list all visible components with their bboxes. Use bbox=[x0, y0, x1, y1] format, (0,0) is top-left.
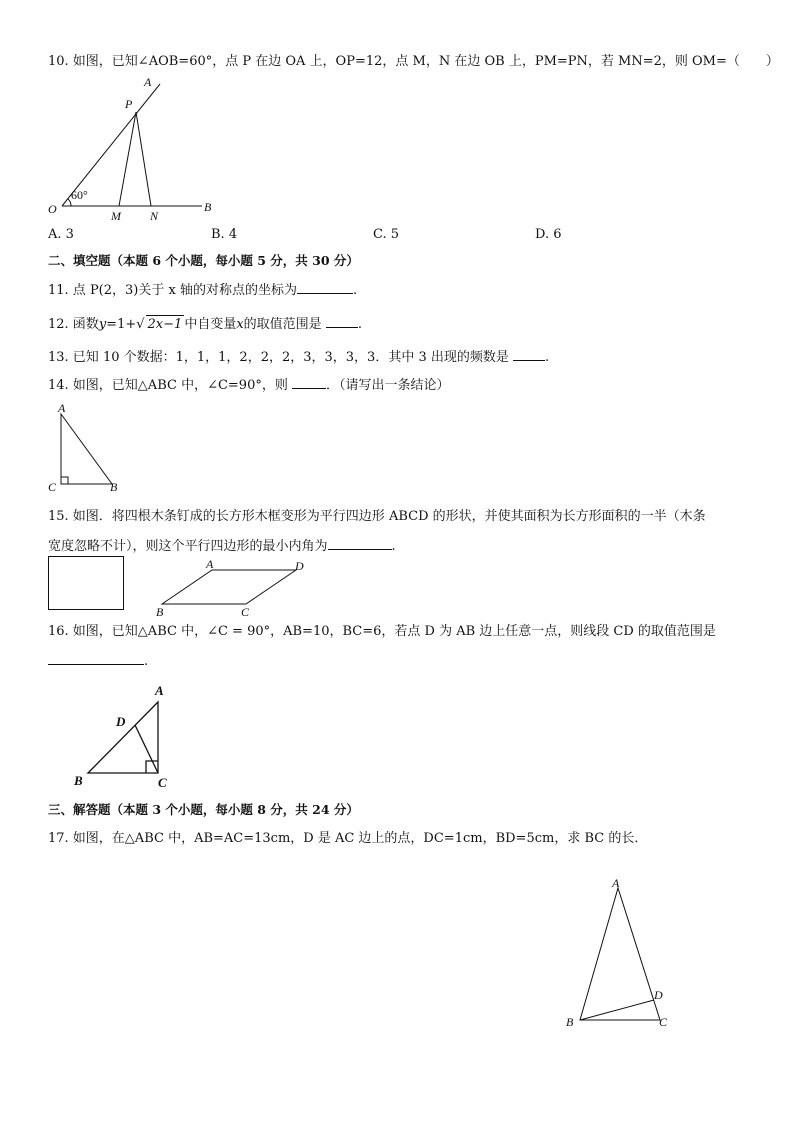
q11-end: . bbox=[352, 283, 358, 298]
section2-heading: 二、填空题（本题 6 个小题，每小题 5 分，共 30 分） bbox=[48, 253, 359, 268]
q15-label-a: A bbox=[206, 557, 214, 571]
q12-post: 中自变量 bbox=[184, 317, 237, 332]
q10-label-a: A bbox=[144, 75, 152, 89]
q15-line1: 15. 如图．将四根木条钉成的长方形木框变形为平行四边形 ABCD 的形状，并使其面积为长方形面积的一半（木条 bbox=[48, 509, 706, 524]
q10-label-p: P bbox=[125, 97, 133, 111]
q16-label-b: B bbox=[74, 773, 83, 788]
q10-figure bbox=[40, 72, 240, 222]
q14-label-a: A bbox=[58, 401, 66, 415]
q16-figure bbox=[66, 680, 196, 790]
q13-answer-blank bbox=[513, 347, 545, 361]
q15-line2-text: 宽度忽略不计），则这个平行四边形的最小内角为 bbox=[48, 539, 328, 554]
q10-angle-label: 60° bbox=[71, 188, 88, 202]
q16-answer-blank bbox=[48, 651, 144, 665]
q10-label-n: N bbox=[150, 209, 159, 223]
q16-label-c: C bbox=[158, 775, 167, 790]
q12-answer-blank bbox=[326, 314, 358, 328]
q17-label-b: B bbox=[566, 1015, 574, 1029]
section3-heading: 三、解答题（本题 3 个小题，每小题 8 分，共 24 分） bbox=[48, 802, 359, 817]
q13 bbox=[48, 347, 549, 367]
q14-figure bbox=[44, 400, 134, 495]
q10-label-o: O bbox=[48, 202, 57, 216]
q14-label-c: C bbox=[48, 480, 57, 494]
q15-answer-blank bbox=[328, 536, 392, 550]
q16-line1: 16. 如图，已知△ABC 中，∠C = 90°，AB=10，BC=6，若点 D 为 AB 边上任意一点，则线段 CD 的取值范围是 bbox=[48, 624, 716, 639]
q11 bbox=[48, 280, 357, 300]
q12-sqrt-sign: √ bbox=[136, 317, 145, 332]
q13-end: . bbox=[545, 350, 550, 365]
q12-post2: 的取值范围是 bbox=[243, 317, 322, 332]
q10-stem: 10. 如图，已知∠AOB=60°，点 P 在边 OA 上，OP=12，点 M，N 在边 OB 上，PM=PN，若 MN=2，则 OM=（ ） bbox=[48, 54, 779, 69]
q10-option-b: B. 4 bbox=[211, 227, 238, 242]
q15-rectangle-figure bbox=[48, 556, 124, 610]
q12-eq: =1+ bbox=[106, 317, 137, 332]
q11-answer-blank bbox=[297, 280, 353, 294]
q15-parallelogram-figure bbox=[150, 556, 310, 626]
q16-end: . bbox=[144, 654, 149, 669]
q10-option-a: A. 3 bbox=[48, 227, 74, 242]
q17-label-d: D bbox=[654, 988, 663, 1002]
q17-stem: 17. 如图，在△ABC 中，AB=AC=13cm，D 是 AC 边上的点，DC=1cm，BD=5cm，求 BC 的长． bbox=[48, 831, 648, 846]
q12-radicand: 2x−1 bbox=[147, 317, 183, 332]
q14 bbox=[48, 375, 450, 395]
q16-line2 bbox=[48, 651, 148, 671]
q10-option-d: D. 6 bbox=[535, 227, 562, 242]
q10-label-b: B bbox=[204, 200, 212, 214]
q14-label-b: B bbox=[110, 480, 118, 494]
q12-end: . bbox=[357, 317, 362, 332]
q14-answer-blank bbox=[292, 375, 326, 389]
q17-label-c: C bbox=[659, 1015, 668, 1029]
q17-figure bbox=[562, 872, 692, 1032]
q15-label-c: C bbox=[241, 605, 250, 619]
q15-line2 bbox=[48, 536, 396, 556]
q12 bbox=[48, 314, 362, 334]
q16-label-a: A bbox=[155, 683, 164, 698]
q10-option-c: C. 5 bbox=[373, 227, 400, 242]
q12-pre: 12. 函数 bbox=[48, 317, 99, 332]
q13-text: 13. 已知 10 个数据：1，1，1，2，2，2，3，3，3，3．其中 3 出现的频数是 bbox=[48, 350, 509, 365]
q14-end: ．（请写出一条结论） bbox=[325, 378, 450, 393]
q11-text: 11. 点 P(2，3)关于 x 轴的对称点的坐标为 bbox=[48, 283, 297, 298]
q15-label-d: D bbox=[295, 559, 304, 573]
q10-label-m: M bbox=[111, 209, 121, 223]
q15-end: . bbox=[391, 539, 396, 554]
q12-x: x bbox=[236, 317, 244, 332]
q16-label-d: D bbox=[116, 714, 126, 729]
q17-label-a: A bbox=[612, 876, 620, 890]
q14-text: 14. 如图，已知△ABC 中，∠C=90°，则 bbox=[48, 378, 288, 393]
q15-label-b: B bbox=[156, 605, 164, 619]
q12-y: y bbox=[98, 317, 107, 332]
